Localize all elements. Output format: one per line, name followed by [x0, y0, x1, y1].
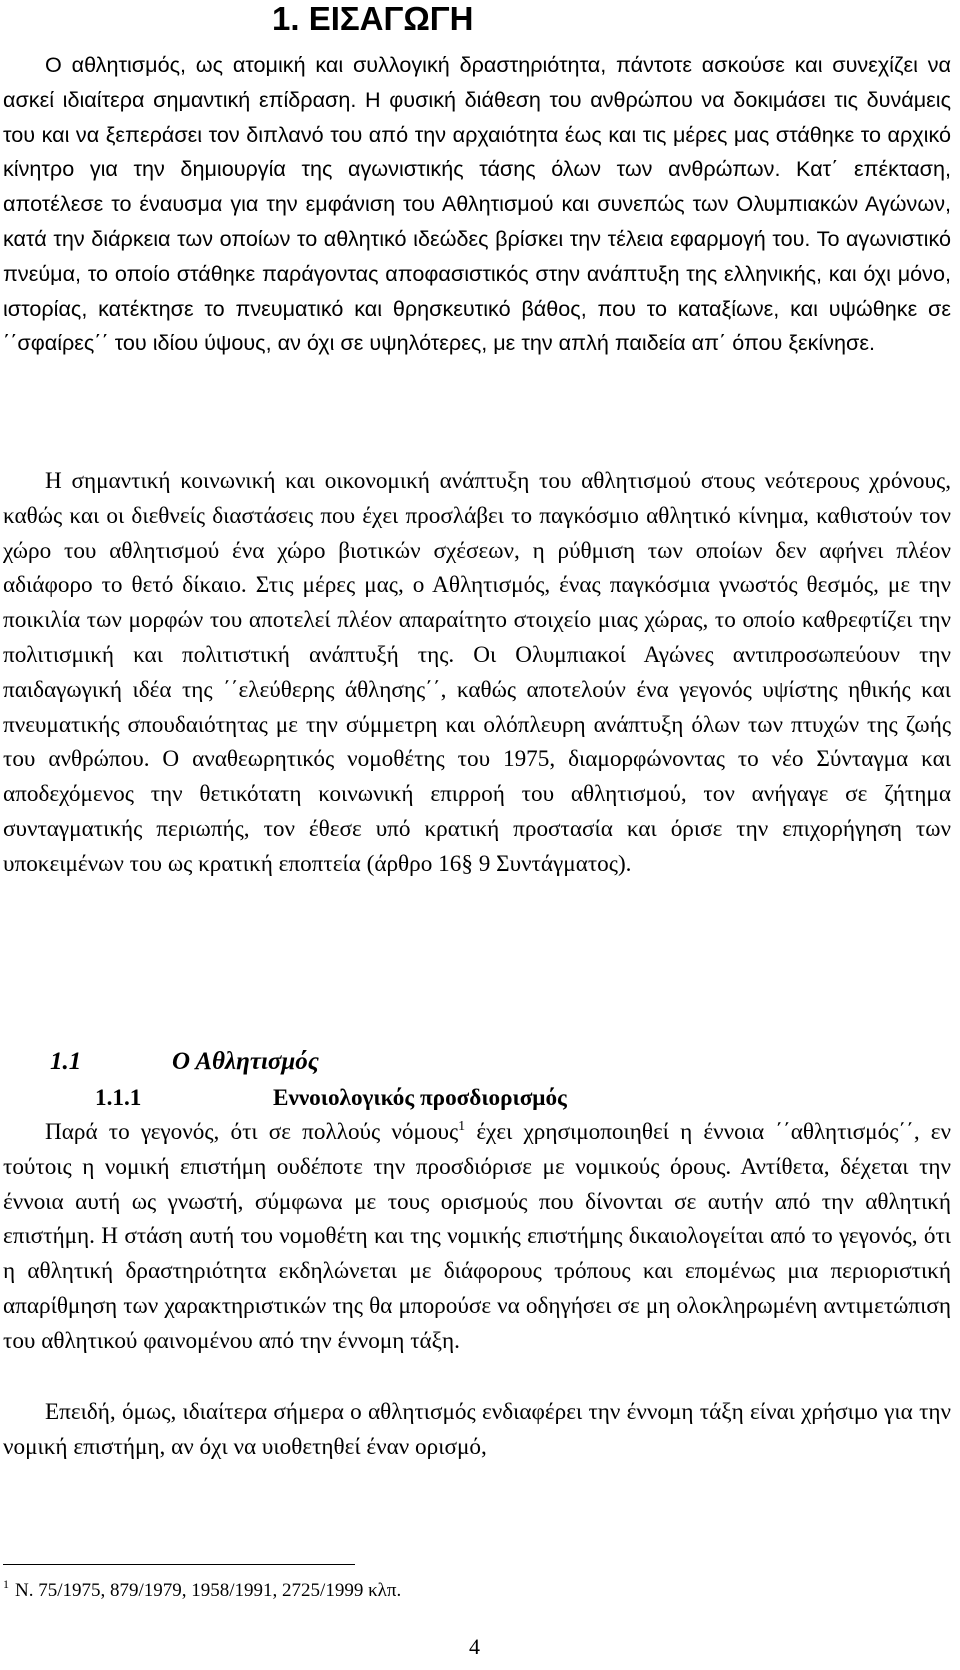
footnote-reference[interactable]: 1 — [458, 1119, 466, 1134]
section-heading — [50, 1045, 319, 1079]
intro-paragraph: Ο αθλητισμός, ως ατομική και συλλογική δραστηριότητα, πάντοτε ασκούσε και συνεχίζει να ασκεί ιδιαίτερα σημαντική επίδραση. Η φυσική διάθεση του ανθρώπου να δοκιμάσει τις δυνάμεις του και να ξεπεράσει τον διπλανό του από την αρχαιότητα έως και τις μέρες μας στάθηκε το αρχικό κίνητρο για την δημιουργία της αγωνιστικής τάσης όλων των ανθρώπων. Κατ΄ επέκταση, αποτέλεσε το έναυσμα για την εμφάνιση του Αθλητισμού και συνεπώς των Ολυμπιακών Αγώνων, κατά την διάρκεια των οποίων το αθλητικό ιδεώδες βρίσκει την τέλεια εφαρμογή του. Το αγωνιστικό πνεύμα, το οποίο στάθηκε παράγοντας αποφασιστικός στην ανάπτυξη της ελληνικής, και όχι μόνο, ιστορίας, κατέκτησε το πνευματικό και θρησκευτικό βάθος, που το καταξίωνε, και υψώθηκε σε ΄΄σφαίρες΄΄ του ιδίου ύψους, αν όχι σε υψηλότερες, με την απλή παιδεία απ΄ όπου ξεκίνησε. — [3, 52, 951, 356]
footnote-text: Ν. 75/1975, 879/1979, 1958/1991, 2725/1999 κλπ. — [15, 1580, 402, 1601]
footnote — [3, 1578, 401, 1604]
section-number: 1.1 — [50, 1048, 82, 1075]
subsection-number: 1.1.1 — [95, 1085, 142, 1111]
definition-text-end: έχει χρησιμοποιηθεί η έννοια ΄΄αθλητισμός΄΄, εν τούτοις η νομική επιστήμη ουδέποτε την προσδιόρισε με νομικούς όρους. Αντίθετα, δέχεται την έννοια αυτή ως γνωστή, σύμφωνα με τους ορισμούς που δίνονται σε αυτήν από την αθλητική επιστήμη. Η στάση αυτή του νομοθέτη και της νομικής επιστήμης δικαιολογείται από το γεγονός, ότι η αθλητική δραστηριότητα εκδηλώνεται με διάφορους τρόπους και επομένως μια περιοριστική απαρίθμηση των χαρακτηριστικών της θα μπορούσε να οδηγήσει σε μη ολοκληρωμένη αντιμετώπιση του αθλητικού φαινομένου από την έννομη τάξη. — [3, 1119, 951, 1354]
footnote-marker: 1 — [3, 1577, 9, 1591]
definition-text-start: Παρά το γεγονός, ότι σε πολλούς νόμους — [45, 1119, 459, 1145]
last-paragraph: Επειδή, όμως, ιδιαίτερα σήμερα ο αθλητισμός ενδιαφέρει την έννομη τάξη είναι χρήσιμο για την νομική επιστήμη, αν όχι να υιοθετηθεί έναν ορισμό, — [3, 1399, 951, 1460]
page-number: 4 — [469, 1634, 480, 1659]
subsection-heading — [95, 1083, 567, 1113]
footnote-divider — [3, 1564, 355, 1565]
chapter-title: 1. ΕΙΣΑΓΩΓΗ — [272, 0, 474, 37]
subsection-title: Εννοιολογικός προσδιορισμός — [273, 1085, 567, 1111]
social-paragraph: Η σημαντική κοινωνική και οικονομική ανάπτυξη του αθλητισμού στους νεότερους χρόνους, καθώς και οι διεθνείς διαστάσεις που έχει προσλάβει το παγκόσμιο αθλητικό κίνημα, καθιστούν τον χώρο του αθλητισμού ένα χώρο βιοτικών σχέσεων, η ρύθμιση των οποίων δεν αφήνει πλέον αδιάφορο το θετό δίκαιο. Στις μέρες μας, ο Αθλητισμός, ένας παγκόσμια γνωστός θεσμός, με την ποικιλία των μορφών του αποτελεί πλέον απαραίτητο στοιχείο μιας χώρας, το οποίο καθρεφτίζει την πολιτισμική και πολιτιστική ανάπτυξή της. Οι Ολυμπιακοί Αγώνες αντιπροσωπεύουν την παιδαγωγική ιδέα της ΄΄ελεύθερης άθλησης΄΄, καθώς αποτελούν ένα γεγονός υψίστης ηθικής και πνευματικής σπουδαιότητας με την σύμμετρη και ολόπλευρη ανάπτυξη όλων των πτυχών της ζωής του ανθρώπου. Ο αναθεωρητικός νομοθέτης του 1975, διαμορφώνοντας το νέο Σύνταγμα και αποδεχόμενος την θετικότατη κοινωνική επιρροή του αθλητισμού, τον ανήγαγε σε ζήτημα συνταγματικής περιωπής, τον έθεσε υπό κρατική προστασία και όρισε την επιχορήγηση των υποκειμένων του ως κρατική εποπτεία (άρθρο 16§ 9 Συντάγματος). — [3, 468, 951, 877]
section-title: Ο Αθλητισμός — [172, 1048, 319, 1075]
definition-paragraph — [3, 1115, 951, 1359]
